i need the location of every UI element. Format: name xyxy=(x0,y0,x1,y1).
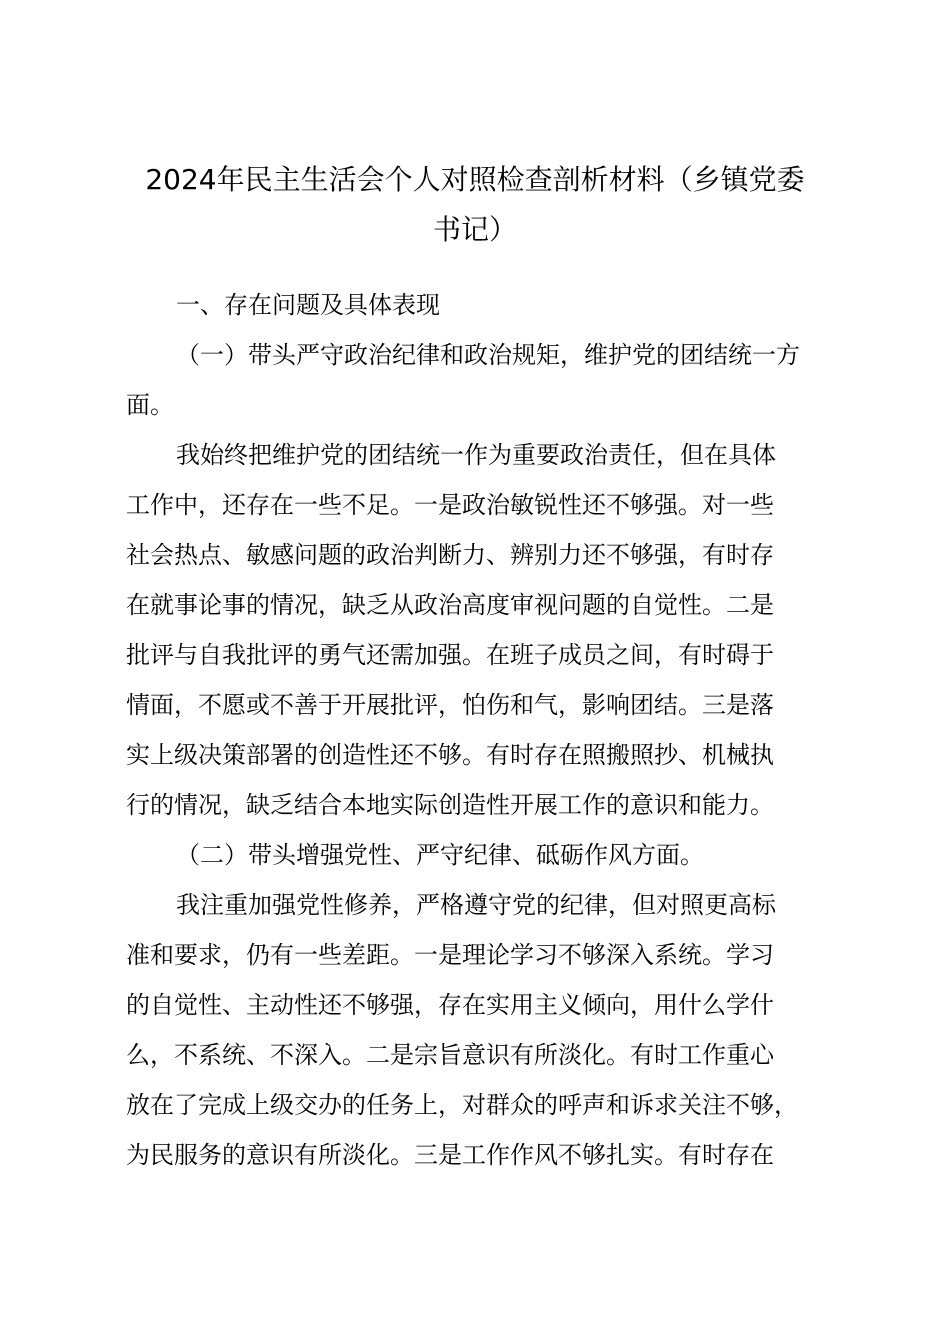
text-line: 为民服务的意识有所淡化。三是工作作风不够扎实。有时存在 xyxy=(126,1141,774,1169)
text-line: 行的情况，缺乏结合本地实际创造性开展工作的意识和能力。 xyxy=(126,791,774,819)
document-title-line-1: 2024年民主生活会个人对照检查剖析材料（乡镇党委 xyxy=(145,163,805,196)
text-line: 社会热点、敏感问题的政治判断力、辨别力还不够强，有时存 xyxy=(126,541,774,569)
document-title-line-2: 书记） xyxy=(432,213,517,246)
section-heading-1: 一、存在问题及具体表现 xyxy=(176,291,440,319)
text-line: 的自觉性、主动性还不够强，存在实用主义倾向，用什么学什 xyxy=(126,991,774,1019)
text-line: 我始终把维护党的团结统一作为重要政治责任，但在具体 xyxy=(176,441,776,469)
text-line: 么，不系统、不深入。二是宗旨意识有所淡化。有时工作重心 xyxy=(126,1041,774,1069)
document-body xyxy=(126,280,838,1180)
text-line: 准和要求，仍有一些差距。一是理论学习不够深入系统。学习 xyxy=(126,941,774,969)
text-line: 我注重加强党性修养，严格遵守党的纪律，但对照更高标 xyxy=(176,891,776,919)
subsection-heading-1: （一）带头严守政治纪律和政治规矩，维护党的团结统一方 xyxy=(176,341,800,369)
text-line: 在就事论事的情况，缺乏从政治高度审视问题的自觉性。二是 xyxy=(126,591,774,619)
text-line: 实上级决策部署的创造性还不够。有时存在照搬照抄、机械执 xyxy=(126,741,774,769)
text-line: 情面，不愿或不善于开展批评，怕伤和气，影响团结。三是落 xyxy=(126,691,774,719)
text-line: 批评与自我批评的勇气还需加强。在班子成员之间，有时碍于 xyxy=(126,641,774,669)
subsection-heading-2: （二）带头增强党性、严守纪律、砥砺作风方面。 xyxy=(176,841,704,869)
text-line: 放在了完成上级交办的任务上，对群众的呼声和诉求关注不够， xyxy=(126,1091,798,1119)
text-line: 工作中，还存在一些不足。一是政治敏锐性还不够强。对一些 xyxy=(126,491,774,519)
text-line: 面。 xyxy=(126,391,174,419)
